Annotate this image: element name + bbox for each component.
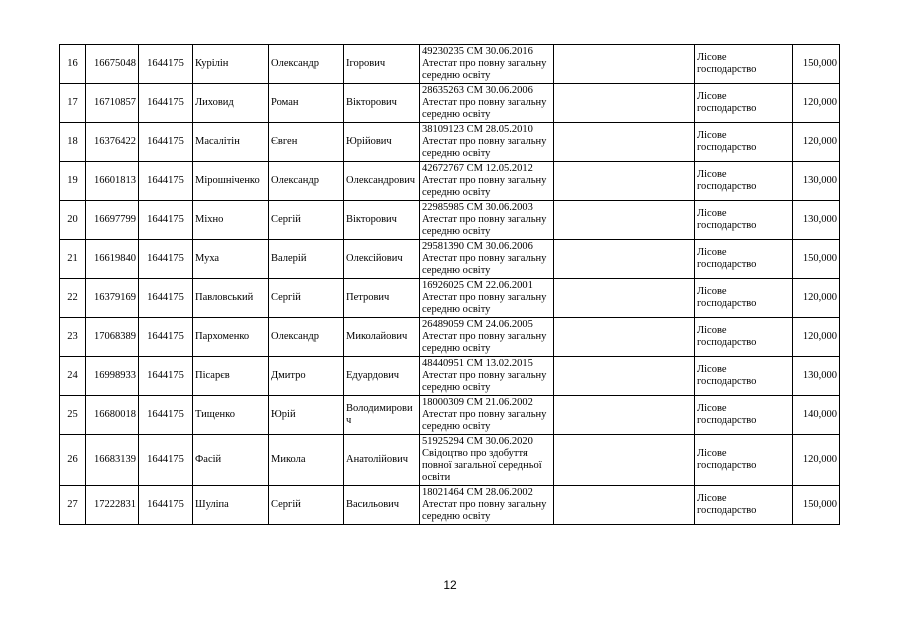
first-name: Олександр [269, 318, 344, 357]
score: 150,000 [793, 486, 840, 525]
program-code: 1644175 [139, 318, 193, 357]
first-name: Олександр [269, 45, 344, 84]
applicant-id: 17068389 [86, 318, 139, 357]
score: 140,000 [793, 396, 840, 435]
surname: Павловський [193, 279, 269, 318]
patronymic: Вікторович [344, 201, 420, 240]
table-row [60, 486, 840, 525]
specialty: Лісове господарство [695, 123, 793, 162]
first-name: Юрій [269, 396, 344, 435]
education-document: 42672767 CM 12.05.2012 Атестат про повну загальну середню освіту [420, 162, 554, 201]
surname: Мірошніченко [193, 162, 269, 201]
education-document: 51925294 CM 30.06.2020 Свідоцтво про здобуття повної загальної середньої освіти [420, 435, 554, 486]
table-body [60, 45, 840, 525]
applicant-id: 16619840 [86, 240, 139, 279]
surname: Муха [193, 240, 269, 279]
education-document: 22985985 CM 30.06.2003 Атестат про повну загальну середню освіту [420, 201, 554, 240]
specialty: Лісове господарство [695, 84, 793, 123]
page-number: 12 [443, 578, 457, 592]
program-code: 1644175 [139, 240, 193, 279]
surname: Міхно [193, 201, 269, 240]
table-row [60, 240, 840, 279]
specialty: Лісове господарство [695, 318, 793, 357]
patronymic: Васильович [344, 486, 420, 525]
patronymic: Петрович [344, 279, 420, 318]
specialty: Лісове господарство [695, 240, 793, 279]
patronymic: Анатолійович [344, 435, 420, 486]
education-document: 48440951 CM 13.02.2015 Атестат про повну загальну середню освіту [420, 357, 554, 396]
row-number: 17 [60, 84, 86, 123]
score: 120,000 [793, 123, 840, 162]
row-number: 19 [60, 162, 86, 201]
specialty: Лісове господарство [695, 45, 793, 84]
program-code: 1644175 [139, 486, 193, 525]
score: 130,000 [793, 201, 840, 240]
score: 150,000 [793, 45, 840, 84]
surname: Масалітін [193, 123, 269, 162]
score: 130,000 [793, 357, 840, 396]
row-number: 27 [60, 486, 86, 525]
applicant-id: 16697799 [86, 201, 139, 240]
patronymic: Володимирович [344, 396, 420, 435]
first-name: Олександр [269, 162, 344, 201]
specialty: Лісове господарство [695, 486, 793, 525]
education-document: 29581390 CM 30.06.2006 Атестат про повну загальну середню освіту [420, 240, 554, 279]
note-cell [554, 486, 695, 525]
patronymic: Вікторович [344, 84, 420, 123]
education-document: 18000309 CM 21.06.2002 Атестат про повну загальну середню освіту [420, 396, 554, 435]
first-name: Сергій [269, 279, 344, 318]
table-row [60, 357, 840, 396]
score: 120,000 [793, 318, 840, 357]
row-number: 18 [60, 123, 86, 162]
specialty: Лісове господарство [695, 435, 793, 486]
education-document: 38109123 CM 28.05.2010 Атестат про повну загальну середню освіту [420, 123, 554, 162]
note-cell [554, 396, 695, 435]
table-row [60, 396, 840, 435]
table-row [60, 279, 840, 318]
patronymic: Ігорович [344, 45, 420, 84]
score: 120,000 [793, 435, 840, 486]
applicant-id: 16376422 [86, 123, 139, 162]
score: 120,000 [793, 279, 840, 318]
row-number: 16 [60, 45, 86, 84]
table-row [60, 162, 840, 201]
first-name: Сергій [269, 486, 344, 525]
education-document: 28635263 CM 30.06.2006 Атестат про повну загальну середню освіту [420, 84, 554, 123]
program-code: 1644175 [139, 435, 193, 486]
note-cell [554, 279, 695, 318]
program-code: 1644175 [139, 357, 193, 396]
row-number: 26 [60, 435, 86, 486]
program-code: 1644175 [139, 162, 193, 201]
row-number: 22 [60, 279, 86, 318]
patronymic: Миколайович [344, 318, 420, 357]
score: 130,000 [793, 162, 840, 201]
specialty: Лісове господарство [695, 162, 793, 201]
first-name: Євген [269, 123, 344, 162]
program-code: 1644175 [139, 84, 193, 123]
table-row [60, 45, 840, 84]
score: 150,000 [793, 240, 840, 279]
applicant-id: 16601813 [86, 162, 139, 201]
note-cell [554, 435, 695, 486]
education-document: 18021464 CM 28.06.2002 Атестат про повну загальну середню освіту [420, 486, 554, 525]
patronymic: Олександрович [344, 162, 420, 201]
education-document: 49230235 CM 30.06.2016 Атестат про повну загальну середню освіту [420, 45, 554, 84]
applicant-id: 16379169 [86, 279, 139, 318]
surname: Фасій [193, 435, 269, 486]
education-document: 26489059 CM 24.06.2005 Атестат про повну загальну середню освіту [420, 318, 554, 357]
first-name: Роман [269, 84, 344, 123]
applicant-id: 16675048 [86, 45, 139, 84]
specialty: Лісове господарство [695, 201, 793, 240]
row-number: 21 [60, 240, 86, 279]
applicant-id: 17222831 [86, 486, 139, 525]
patronymic: Олексійович [344, 240, 420, 279]
applicant-id: 16998933 [86, 357, 139, 396]
program-code: 1644175 [139, 279, 193, 318]
first-name: Валерій [269, 240, 344, 279]
surname: Курілін [193, 45, 269, 84]
note-cell [554, 84, 695, 123]
applicants-table [59, 44, 840, 525]
note-cell [554, 45, 695, 84]
first-name: Сергій [269, 201, 344, 240]
program-code: 1644175 [139, 396, 193, 435]
program-code: 1644175 [139, 123, 193, 162]
applicant-id: 16683139 [86, 435, 139, 486]
specialty: Лісове господарство [695, 396, 793, 435]
row-number: 23 [60, 318, 86, 357]
surname: Лиховид [193, 84, 269, 123]
table-row [60, 435, 840, 486]
note-cell [554, 123, 695, 162]
applicant-id: 16710857 [86, 84, 139, 123]
first-name: Микола [269, 435, 344, 486]
education-document: 16926025 CM 22.06.2001 Атестат про повну загальну середню освіту [420, 279, 554, 318]
note-cell [554, 240, 695, 279]
table-row [60, 318, 840, 357]
surname: Шуліпа [193, 486, 269, 525]
surname: Пісарєв [193, 357, 269, 396]
row-number: 25 [60, 396, 86, 435]
program-code: 1644175 [139, 201, 193, 240]
note-cell [554, 162, 695, 201]
score: 120,000 [793, 84, 840, 123]
table-row [60, 84, 840, 123]
table-row [60, 123, 840, 162]
applicant-id: 16680018 [86, 396, 139, 435]
surname: Тищенко [193, 396, 269, 435]
patronymic: Едуардович [344, 357, 420, 396]
note-cell [554, 318, 695, 357]
row-number: 24 [60, 357, 86, 396]
program-code: 1644175 [139, 45, 193, 84]
patronymic: Юрійович [344, 123, 420, 162]
surname: Пархоменко [193, 318, 269, 357]
table-row [60, 201, 840, 240]
note-cell [554, 201, 695, 240]
row-number: 20 [60, 201, 86, 240]
first-name: Дмитро [269, 357, 344, 396]
specialty: Лісове господарство [695, 279, 793, 318]
note-cell [554, 357, 695, 396]
specialty: Лісове господарство [695, 357, 793, 396]
